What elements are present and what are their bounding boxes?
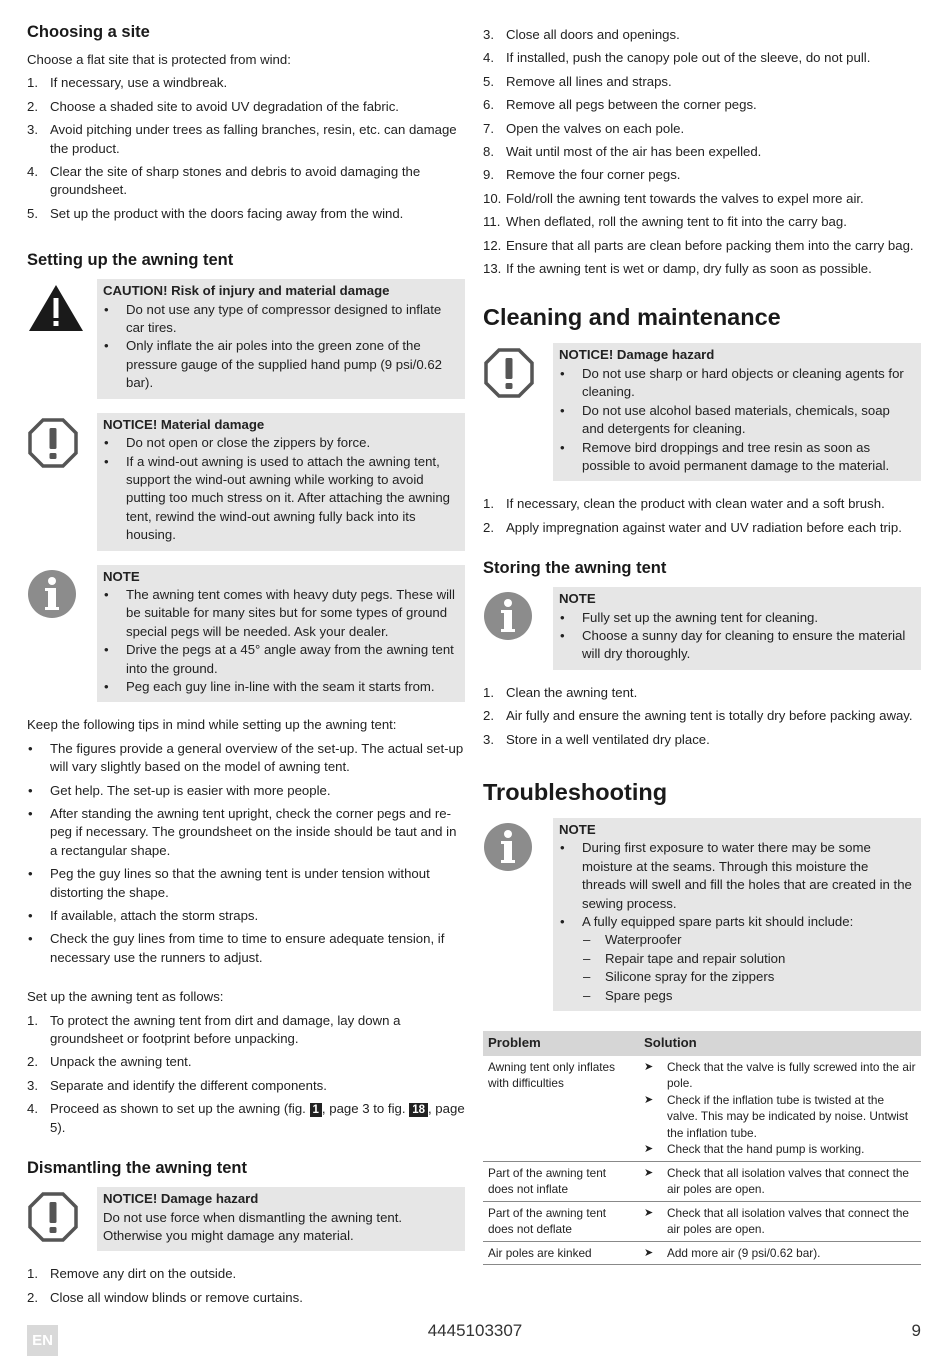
tips-list <box>27 740 465 967</box>
spare-parts-list <box>582 931 915 1005</box>
steps-intro: Set up the awning tent as follows: <box>27 989 224 1005</box>
list-item: • After standing the awning tent upright, check the corner pegs and re-peg if necessary. The groundsheet on the inside should be taut and in a rectangular shape. <box>27 805 465 860</box>
info-icon <box>483 822 533 872</box>
list-item: 13. If the awning tent is wet or damp, dry fully as soon as possible. <box>483 261 872 277</box>
figure-ref-badge: 1 <box>310 1103 322 1117</box>
solution-item: ➤ Add more air (9 psi/0.62 bar). <box>644 1245 916 1262</box>
caution-title: CAUTION! Risk of injury and material damage <box>103 283 390 299</box>
notice-exclamation-icon <box>483 347 535 399</box>
setup-heading: Setting up the awning tent <box>27 251 234 270</box>
solution-cell <box>639 1201 921 1241</box>
list-item: 1. If necessary, clean the product with clean water and a soft brush. <box>483 496 885 512</box>
list-item: • If a wind-out awning is used to attach the awning tent, support the wind-out awning while working to avoid putting too much stress on it. After attaching the awning tent, rewind the wind-out awning fully back into its housing. <box>103 453 459 545</box>
note-box-troubleshooting <box>483 818 921 1011</box>
notice-text: Do not use force when dismantling the awning tent. Otherwise you might damage any material. <box>103 1209 403 1243</box>
list-item: 4. Proceed as shown to set up the awning (fig. 1 , page 3 to fig. 18 , page 5). <box>27 1101 465 1135</box>
list-item: 3. Close all doors and openings. <box>483 27 680 42</box>
list-item: 2. Unpack the awning tent. <box>27 1054 192 1070</box>
storing-heading: Storing the awning tent <box>483 559 667 578</box>
document-number: 4445103307 <box>427 1321 523 1340</box>
list-item: • Do not use alcohol based materials, chemicals, soap and detergents for cleaning. <box>559 402 915 439</box>
note-box-setup <box>27 565 465 703</box>
list-item: 1. Clean the awning tent. <box>483 684 638 700</box>
table-row <box>483 1201 921 1241</box>
list-item: 3. Avoid pitching under trees as falling branches, resin, etc. can damage the product. <box>27 122 457 156</box>
solution-cell <box>639 1241 921 1265</box>
list-item: • Do not use sharp or hard objects or cleaning agents for cleaning. <box>559 365 915 402</box>
table-header-row <box>483 1031 921 1056</box>
list-item: 3. Store in a well ventilated dry place. <box>483 731 710 747</box>
dismantling-list-right <box>483 26 921 278</box>
list-item: • Do not use any type of compressor designed to inflate car tires. <box>103 301 459 338</box>
list-item: – Spare pegs <box>582 987 915 1005</box>
list-item: – Silicone spray for the zippers <box>582 968 915 986</box>
notice-title: NOTICE! Damage hazard <box>559 347 715 363</box>
tips-intro: Keep the following tips in mind while setting up the awning tent: <box>27 717 397 733</box>
list-item: 2. Close all window blinds or remove curtains. <box>27 1289 303 1305</box>
list-item: • During first exposure to water there may be some moisture at the seams. Through this moisture the threads will swell and fill the holes that are created in the sewing process. <box>559 839 915 913</box>
list-item: 2. Apply impregnation against water and UV radiation before each trip. <box>483 519 902 535</box>
notice-box-dismantle <box>27 1187 465 1251</box>
troubleshooting-table <box>483 1031 921 1265</box>
notice-title: NOTICE! Damage hazard <box>103 1191 259 1207</box>
caution-box <box>27 279 465 398</box>
note-title: NOTE <box>103 568 140 584</box>
cleaning-heading: Cleaning and maintenance <box>483 304 781 331</box>
list-item: 5. Set up the product with the doors facing away from the wind. <box>27 205 404 221</box>
dismantling-list-left <box>27 1265 465 1307</box>
dismantling-heading: Dismantling the awning tent <box>27 1159 248 1178</box>
notice-exclamation-icon <box>27 417 79 469</box>
list-item: 10. Fold/roll the awning tent towards the valves to expel more air. <box>483 190 864 206</box>
list-item: 4. Clear the site of sharp stones and debris to avoid damaging the groundsheet. <box>27 164 421 198</box>
cleaning-list <box>483 495 921 537</box>
list-item: 3. Separate and identify the different components. <box>27 1077 327 1093</box>
language-badge: EN <box>27 1325 58 1356</box>
setup-steps-list <box>27 1012 465 1137</box>
list-item: – Repair tape and repair solution <box>582 950 915 968</box>
table-row <box>483 1161 921 1201</box>
troubleshooting-heading: Troubleshooting <box>483 778 668 805</box>
problem-cell: Part of the awning tent does not deflate <box>483 1201 639 1241</box>
storing-list <box>483 684 921 749</box>
list-item: • Choose a sunny day for cleaning to ensure the material will dry thoroughly. <box>559 627 915 664</box>
page-number: 9 <box>911 1321 921 1340</box>
notice-exclamation-icon <box>27 1191 79 1243</box>
list-item: • A fully equipped spare parts kit should include: – Waterproofer – Repair tape and repair solution – Silicone spray for the zippers – Spare pegs <box>559 913 915 1005</box>
note-box-storing <box>483 587 921 670</box>
info-icon <box>27 569 77 619</box>
problem-cell: Awning tent only inflates with difficulties <box>483 1056 639 1162</box>
solution-item: ➤ Check that the valve is fully screwed into the air pole. <box>644 1059 916 1092</box>
list-item: • Get help. The set-up is easier with more people. <box>27 782 465 800</box>
list-item: 6. Remove all pegs between the corner pegs. <box>483 97 757 113</box>
list-item: • Do not open or close the zippers by force. <box>103 434 459 452</box>
list-item: • Fully set up the awning tent for cleaning. <box>559 609 915 627</box>
notice-title: NOTICE! Material damage <box>103 416 265 432</box>
choosing-site-heading: Choosing a site <box>27 23 150 41</box>
solution-item: ➤ Check that all isolation valves that connect the air poles are open. <box>644 1165 916 1198</box>
problem-cell: Air poles are kinked <box>483 1241 639 1265</box>
list-item: • Only inflate the air poles into the green zone of the pressure gauge of the supplied hand pump (9 psi/0.62 bar). <box>103 337 459 392</box>
list-item: 1. To protect the awning tent from dirt and damage, lay down a groundsheet or footprint before unpacking. <box>27 1012 401 1047</box>
list-item: 9. Remove the four corner pegs. <box>483 167 681 183</box>
list-item: • Peg each guy line in-line with the seam it starts from. <box>103 678 459 696</box>
choosing-intro: Choose a flat site that is protected from wind: <box>27 52 291 67</box>
notice-box-material <box>27 413 465 551</box>
list-item: 8. Wait until most of the air has been expelled. <box>483 144 762 160</box>
warning-triangle-icon <box>27 283 85 333</box>
list-item: 12. Ensure that all parts are clean before packing them into the carry bag. <box>483 237 914 253</box>
table-row <box>483 1241 921 1265</box>
list-item: 1. Remove any dirt on the outside. <box>27 1266 237 1282</box>
list-item: 4. If installed, push the canopy pole out of the sleeve, do not pull. <box>483 50 871 66</box>
note-title: NOTE <box>559 591 596 607</box>
list-item: • Remove bird droppings and tree resin as soon as possible to avoid permanent damage to the material. <box>559 439 915 476</box>
note-title: NOTE <box>559 821 596 837</box>
column-header-solution: Solution <box>639 1031 921 1056</box>
solution-cell <box>639 1056 921 1162</box>
info-icon <box>483 591 533 641</box>
list-item: • Peg the guy lines so that the awning tent is under tension without distorting the shape. <box>27 865 465 902</box>
list-item: 7. Open the valves on each pole. <box>483 120 685 136</box>
solution-cell <box>639 1161 921 1201</box>
notice-box-cleaning <box>483 343 921 481</box>
list-item: 5. Remove all lines and straps. <box>483 73 672 89</box>
list-item: 11. When deflated, roll the awning tent to fit into the carry bag. <box>483 214 847 230</box>
list-item: 1. If necessary, use a windbreak. <box>27 75 228 91</box>
solution-item: ➤ Check that the hand pump is working. <box>644 1141 916 1158</box>
left-column <box>27 22 465 1312</box>
table-row <box>483 1056 921 1162</box>
choosing-list <box>27 74 465 223</box>
list-item: • If available, attach the storm straps. <box>27 907 465 925</box>
list-item: • The awning tent comes with heavy duty pegs. These will be suitable for many sites but for some types of ground special pegs will be needed. Ask your dealer. <box>103 586 459 641</box>
solution-item: ➤ Check that all isolation valves that connect the air poles are open. <box>644 1205 916 1238</box>
right-column <box>483 26 921 1265</box>
list-item: • Check the guy lines from time to time to ensure adequate tension, if necessary use the runners to adjust. <box>27 930 465 967</box>
list-item: • Drive the pegs at a 45° angle away from the awning tent into the ground. <box>103 641 459 678</box>
figure-ref-badge: 18 <box>409 1103 428 1117</box>
list-item: • The figures provide a general overview of the set-up. The actual set-up will vary slightly based on the model of awning tent. <box>27 740 465 777</box>
list-item: 2. Choose a shaded site to avoid UV degradation of the fabric. <box>27 98 399 114</box>
solution-item: ➤ Check if the inflation tube is twisted at the valve. This may be indicated by noise. Untwist the inflation tube. <box>644 1092 916 1142</box>
column-header-problem: Problem <box>483 1031 639 1056</box>
list-item: 2. Air fully and ensure the awning tent is totally dry before packing away. <box>483 708 913 724</box>
list-item: – Waterproofer <box>582 931 915 949</box>
problem-cell: Part of the awning tent does not inflate <box>483 1161 639 1201</box>
